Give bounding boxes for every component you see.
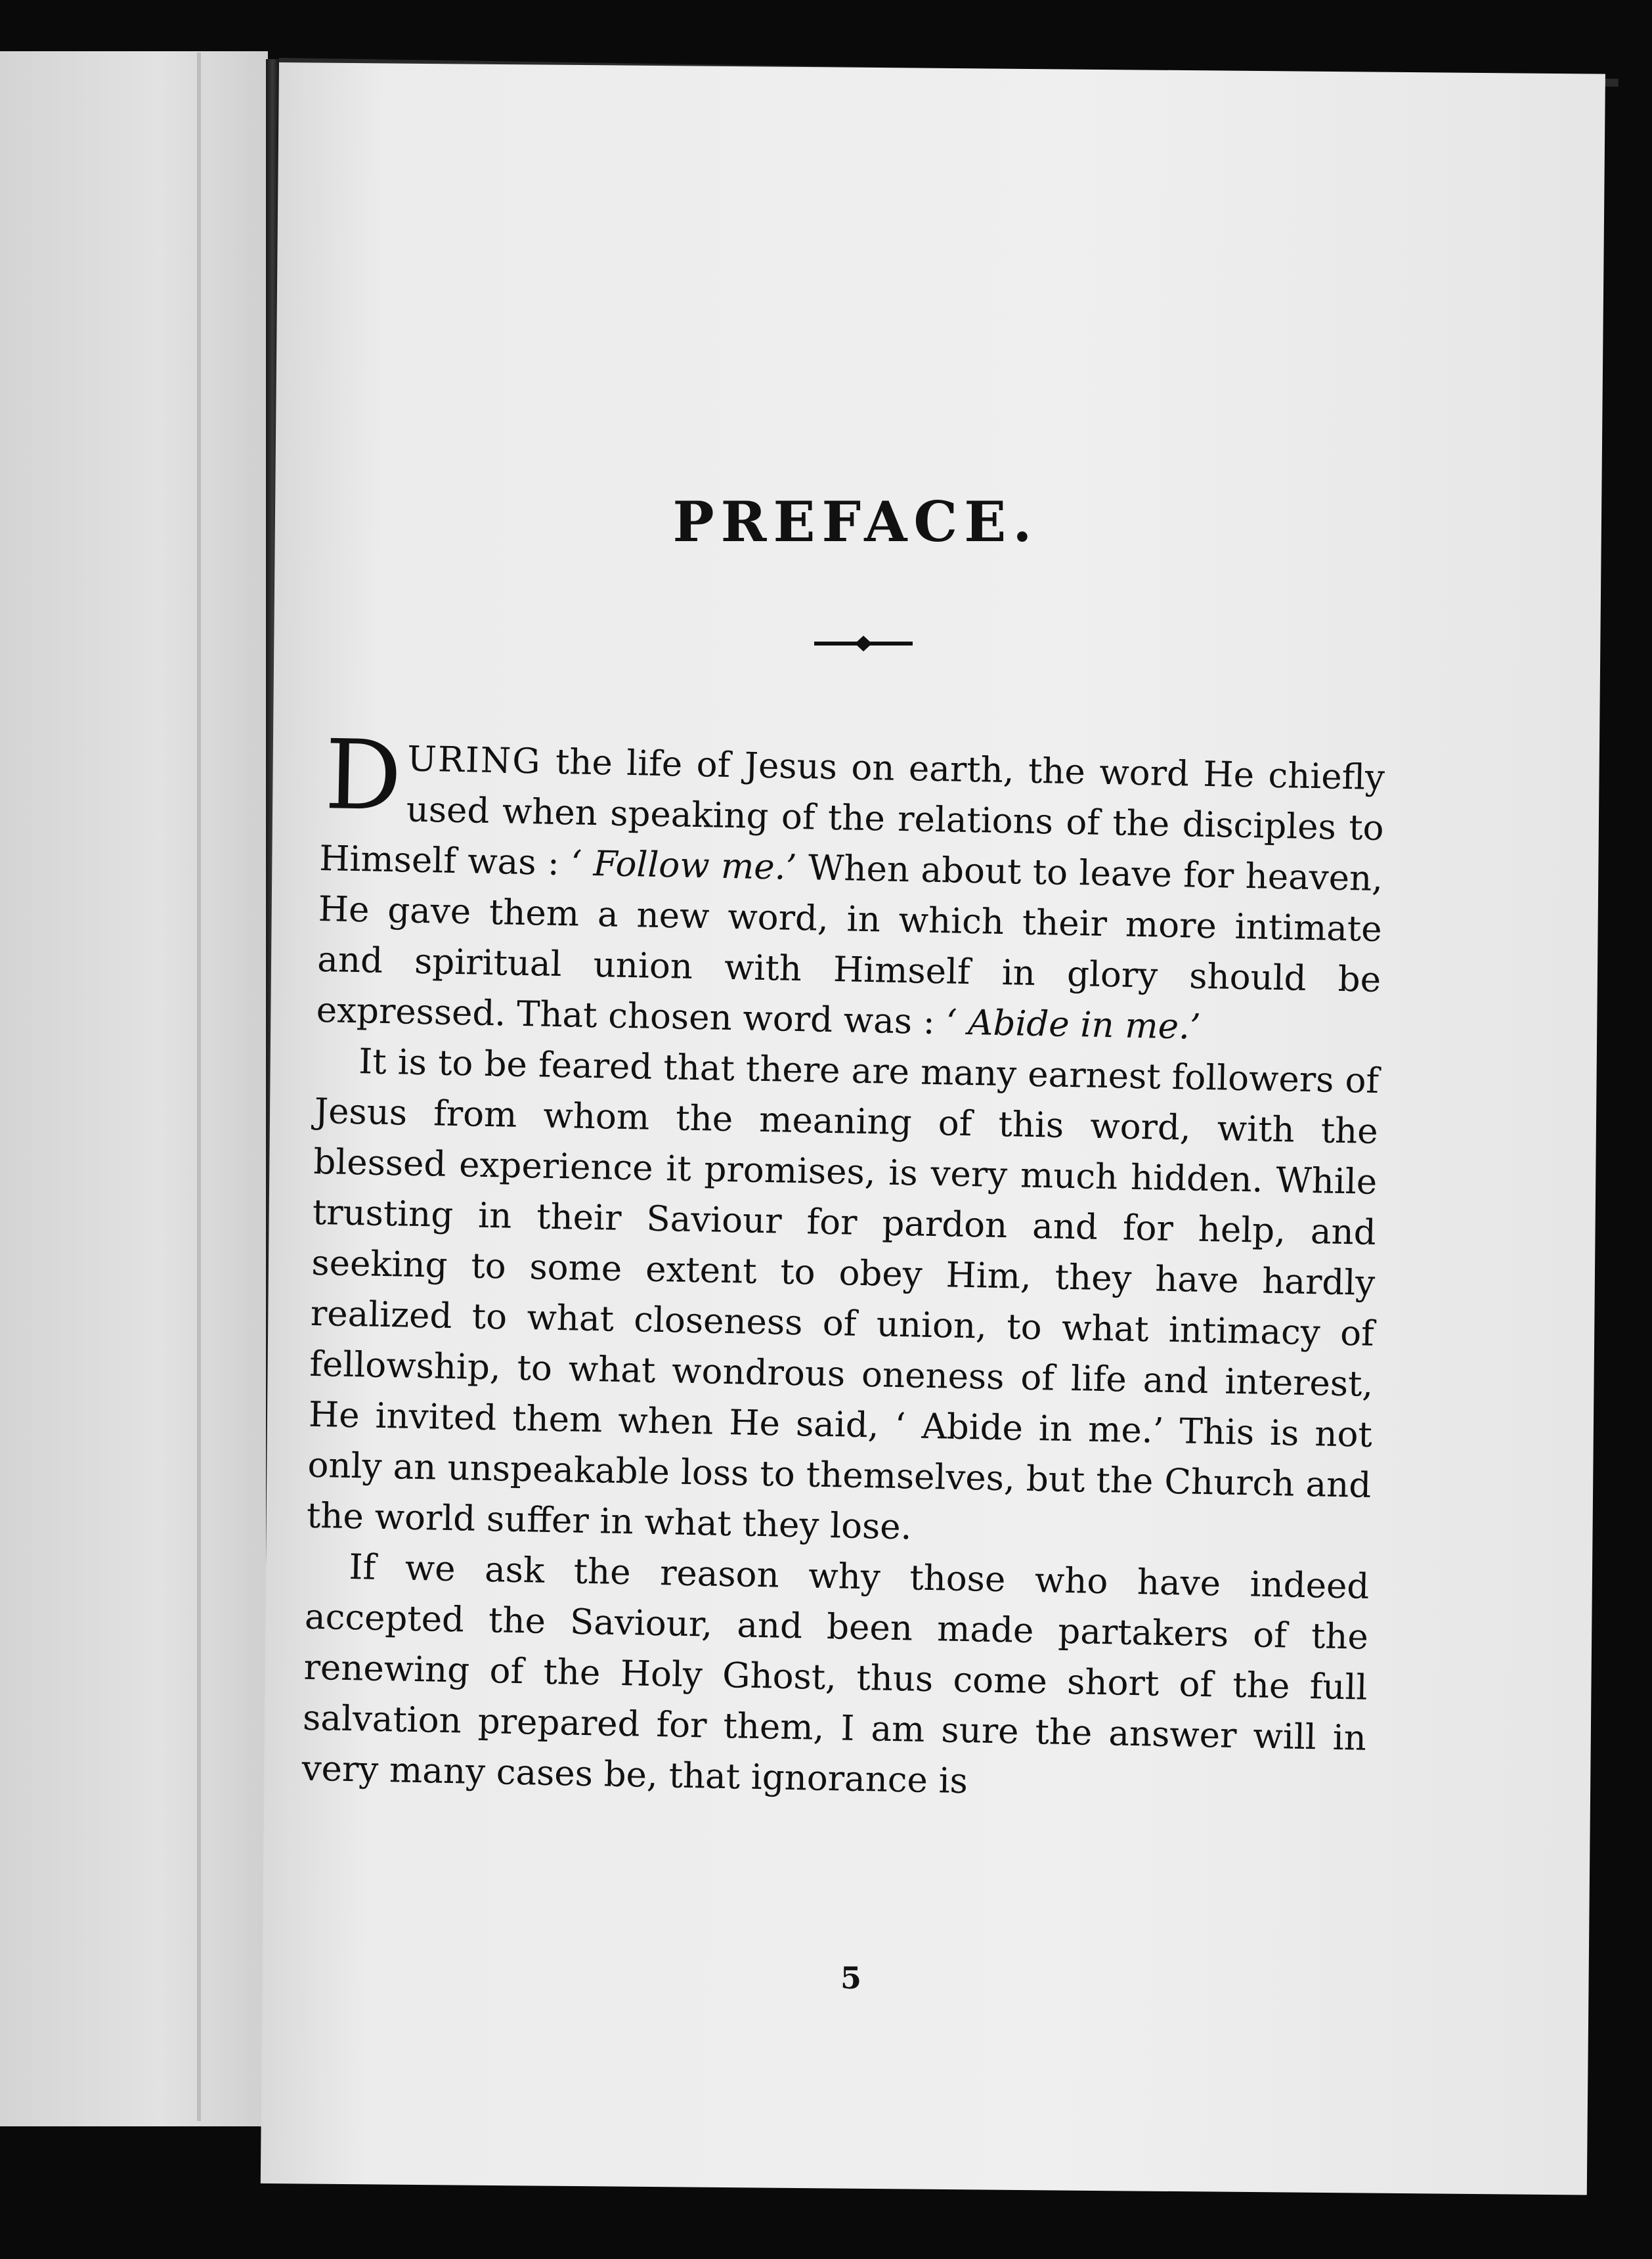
page-title: PREFACE. xyxy=(672,489,1039,554)
paragraph-1-text-a: the life of Jesus on earth, the word He chiefly used when speaking of the relations of the disciples to Himself was : xyxy=(318,741,1385,884)
paragraph-2: It is to be feared that there are many earnest followers of Jesus from whom the meaning of this word, with the blessed experience it promises, is very much hidden. While trusting in their Saviour for pardon and for help, and seeking to some extent to obey Him, they have hardly realized to what closeness of union, to what intimacy of fellowship, to what wondrous oneness of life and interest, He invited them when He said, ‘ Abide in me.’ This is not only an unspeakable loss to themselves, but the Church and the world suffer in what they lose. xyxy=(306,1042,1380,1548)
quote-follow-me: ‘ Follow me.’ xyxy=(570,843,798,888)
diamond-rule-ornament-icon xyxy=(814,630,913,657)
drop-cap: D xyxy=(324,719,403,833)
paragraph-3: If we ask the reason why those who have indeed accepted the Saviour, and been made partakers of the renewing of the Holy Ghost, thus come short of the full salvation prepared for them, I am sure the answer will in very many cases be, that ignorance is xyxy=(301,1547,1370,1802)
paragraph-1 xyxy=(316,719,1385,1056)
first-word-rest: URING xyxy=(406,739,542,782)
paragraph-1-text-b: When about to leave for heaven, He gave them a new word, in which their more intimate and spiritual union with Himself in glory should be expressed. That chosen word was : xyxy=(316,847,1383,1043)
preface-body xyxy=(301,719,1385,1814)
left-page xyxy=(0,51,268,2126)
quote-abide-in-me: ‘ Abide in me.’ xyxy=(945,1002,1202,1047)
left-page-edge xyxy=(197,53,201,2121)
page-number: 5 xyxy=(840,1960,862,1996)
